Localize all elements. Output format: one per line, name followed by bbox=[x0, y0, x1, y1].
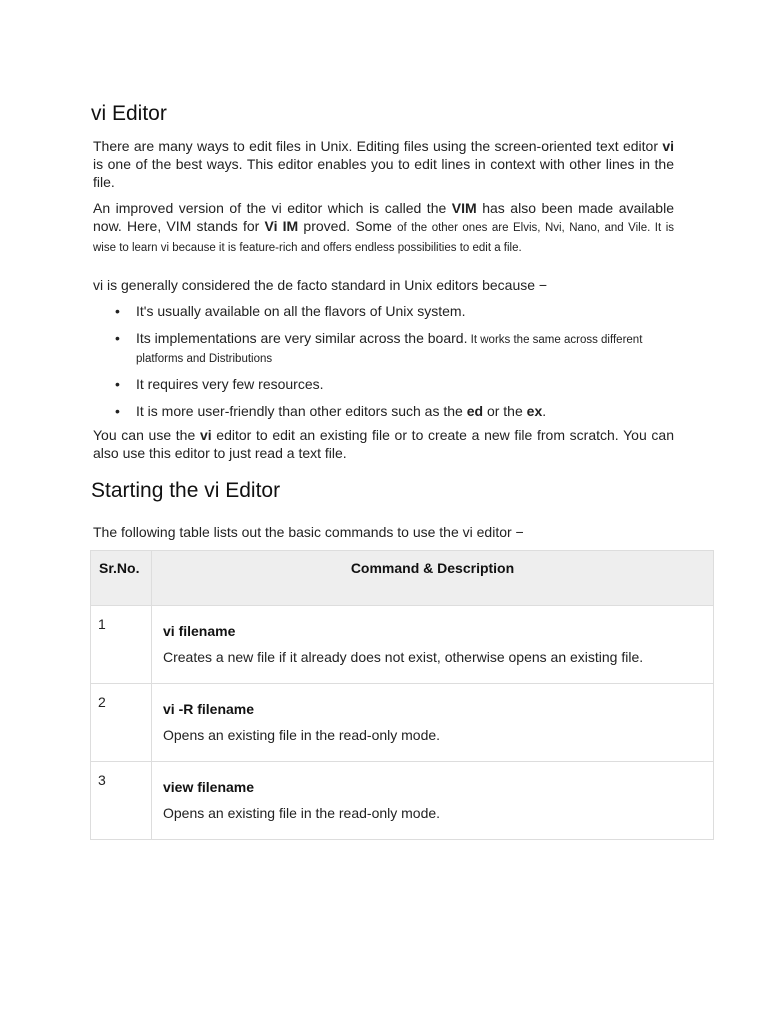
vim-term: VIM bbox=[451, 200, 477, 216]
bullet-icon: • bbox=[115, 376, 120, 392]
list-item-text: Its implementations are very similar across the board. bbox=[136, 330, 468, 346]
list-item-text: . bbox=[542, 403, 547, 419]
table-header-row bbox=[91, 551, 714, 606]
row-number: 2 bbox=[91, 684, 152, 762]
outro-text: editor to edit an existing file or to create a new file from scratch. You can also use this editor to just read a text file. bbox=[93, 427, 674, 461]
list-item bbox=[93, 376, 674, 393]
list-item bbox=[93, 303, 674, 320]
list-item-text: or the bbox=[483, 403, 527, 419]
list-item-text: It's usually available on all the flavors of Unix system. bbox=[136, 303, 466, 319]
section-heading: Starting the vi Editor bbox=[91, 479, 281, 502]
intro-text: is one of the best ways. This editor enables you to edit lines in context with other lines in the file. bbox=[93, 156, 674, 190]
intro-text: There are many ways to edit files in Unix. Editing files using the screen-oriented text editor bbox=[93, 138, 663, 154]
vi-im-term: Vi IM bbox=[264, 218, 299, 234]
command-description: Opens an existing file in the read-only mode. bbox=[163, 805, 441, 821]
column-header-command: Command & Description bbox=[152, 551, 714, 606]
outro-paragraph bbox=[93, 426, 674, 462]
ex-term: ex bbox=[526, 403, 543, 419]
command-name: vi filename bbox=[163, 623, 236, 639]
page-title: vi Editor bbox=[91, 102, 167, 125]
ed-term: ed bbox=[466, 403, 484, 419]
list-item-text: It is more user-friendly than other editors such as the bbox=[136, 403, 467, 419]
intro-text: An improved version of the vi editor which is called the bbox=[93, 200, 452, 216]
vi-term: vi bbox=[199, 427, 212, 443]
command-name: view filename bbox=[163, 779, 255, 795]
command-description: Opens an existing file in the read-only mode. bbox=[163, 727, 441, 743]
table-row bbox=[91, 606, 714, 684]
list-item-small-text: It works the same across different platforms and Distributions bbox=[136, 334, 643, 365]
command-cell bbox=[152, 762, 714, 840]
command-description: Creates a new file if it already does not exist, otherwise opens an existing file. bbox=[163, 649, 644, 665]
command-cell bbox=[152, 606, 714, 684]
row-number: 3 bbox=[91, 762, 152, 840]
intro-text: has also been made available now. Here, VIM stands for bbox=[93, 200, 674, 234]
reasons-list bbox=[93, 303, 674, 420]
list-item bbox=[93, 330, 674, 368]
command-cell bbox=[152, 684, 714, 762]
intro-small-text: of the other ones are Elvis, Nvi, Nano, and Vile. It is wise to learn vi because it is feature-rich and offers endless possibilities to edit a file. bbox=[93, 222, 675, 254]
vi-term: vi bbox=[662, 138, 674, 154]
intro-paragraph-3: vi is generally considered the de facto standard in Unix editors because − bbox=[93, 277, 548, 293]
intro-paragraph-1 bbox=[93, 137, 674, 191]
list-item-text: It requires very few resources. bbox=[136, 376, 324, 392]
table-intro: The following table lists out the basic commands to use the vi editor − bbox=[93, 524, 524, 540]
outro-text: You can use the bbox=[93, 427, 200, 443]
commands-table bbox=[90, 550, 714, 840]
row-number: 1 bbox=[91, 606, 152, 684]
bullet-icon: • bbox=[115, 403, 120, 419]
table-row bbox=[91, 762, 714, 840]
table-row bbox=[91, 684, 714, 762]
bullet-icon: • bbox=[115, 303, 120, 319]
intro-paragraph-2 bbox=[93, 199, 674, 257]
bullet-icon: • bbox=[115, 330, 120, 346]
list-item bbox=[93, 403, 674, 420]
column-header-srno: Sr.No. bbox=[91, 551, 152, 606]
intro-text: proved. Some bbox=[298, 218, 398, 234]
command-name: vi -R filename bbox=[163, 701, 255, 717]
